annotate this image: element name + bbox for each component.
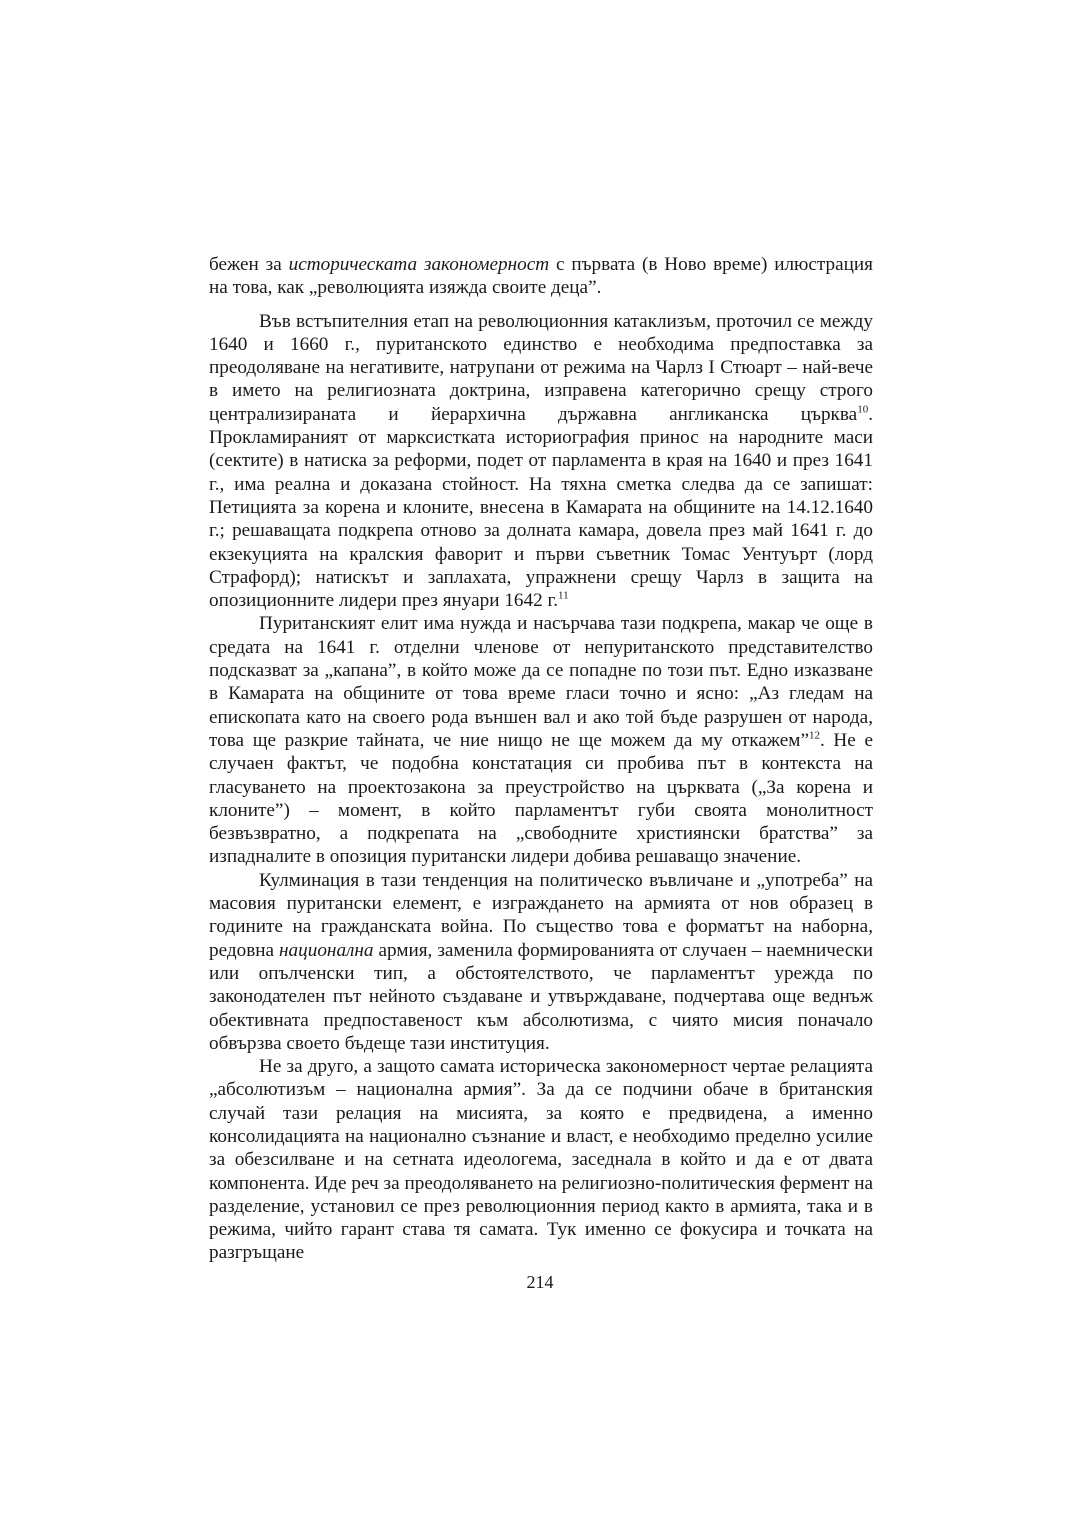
paragraph-3 <box>209 612 873 868</box>
text-segment: Не за друго, а защото самата историческа закономерност чертае релацията „абсолютизъм – национална армия”. За да се подчини обаче в британския случай тази релация на мисията, за която е предвидена, а именно консолидацията на национално съзнание и власт, е необходимо пределно усилие за обезсилване и на сетната идеологема, заседнала в който и да е от двата компонента. Иде реч за преодоляването на религиозно-политическия фермент на разделение, установил се през революционния период както в армията, така и в режима, чийто гарант става тя самата. Тук именно се фокусира и точката на разгръщане <box>209 1056 873 1264</box>
paragraph-2 <box>209 310 873 613</box>
text-segment: Кулминация в тази тенденция на политическо въвличане и „употреба” на масовия пуритански елемент, е изграждането на армията от нов образец в годините на гражданската война. По същество това е форматът на наборна, редовна <box>209 869 873 961</box>
footnote-ref: 11 <box>558 589 569 602</box>
text-segment: . Не е случаен фактът, че подобна констатация си пробива път в контекста на гласуването на проектозакона за преустройство на църквата („За корена и клоните”) – момент, в който парламентът губи своята монолитност безвъзвратно, а подкрепата на „свободните християнски братства” за изпадналите в опозиция пуритански лидери добива решаващо значение. <box>209 729 873 868</box>
paragraph-4 <box>209 869 873 1055</box>
text-segment: . Прокламираният от марксистката историография принос на народните маси (сектите) в натиска за реформи, подет от парламента в края на 1640 и през 1641 г., има реална и доказана стойност. На тяхна сметка следва да се запишат: Петицията за корена и клоните, внесена в Камарата на общините на 14.12.1640 г.; решаващата подкрепа отново за долната камара, довела през май 1641 г. до екзекуцията на кралския фаворит и първи съветник Томас Уентуърт (лорд Страфорд); натискът и заплахата, упражнени срещу Чарлз в защита на опозиционните лидери през януари 1642 г. <box>209 403 873 612</box>
paragraph-5 <box>209 1055 873 1265</box>
italic-term: историческата закономерност <box>288 254 550 275</box>
text-segment: бежен за <box>209 254 289 275</box>
body-text <box>209 253 873 1265</box>
italic-term: национална <box>279 939 374 961</box>
text-segment: армия, заменила формированията от случаен – наемнически или опълченски тип, а обстоятелството, че парламентът урежда по законодателен път нейното създаване и утвърждаване, подчертава още веднъж обективната предпоставеност към абсолютизма, с чиято мисия поначало обвързва своето бъдеще тази институция. <box>209 939 873 1054</box>
text-segment: с първата (в Ново време) илюстрация на това, как „революцията изяжда своите деца”. <box>209 254 873 299</box>
text-segment: Пуританският елит има нужда и насърчава тази подкрепа, макар че още в средата на 1641 г. отделни членове от непуританското представителство подсказват за „капана”, в който може да се попадне по този път. Едно изказване в Камарата на общините от това време гласи точно и ясно: „Аз гледам на епископата като на своего рода външен вал и ако той бъде разрушен от народа, това ще разкрие тайната, че ние нищо не ще можем да му откажем” <box>209 613 873 751</box>
paragraph-1 <box>209 253 873 300</box>
page-number: 214 <box>526 1272 554 1292</box>
text-segment: Във встъпителния етап на революционния катаклизъм, проточил се между 1640 и 1660 г., пуританското единство е необходима предпоставка за преодоляване на негативите, натрупани от режима на Чарлз I Стюарт – най-вече в името на религиозната доктрина, изправена категорично срещу строго централизираната и йерархична държавна англиканска църква <box>209 310 873 425</box>
footnote-ref: 10 <box>857 403 869 416</box>
footnote-ref: 12 <box>808 729 820 742</box>
